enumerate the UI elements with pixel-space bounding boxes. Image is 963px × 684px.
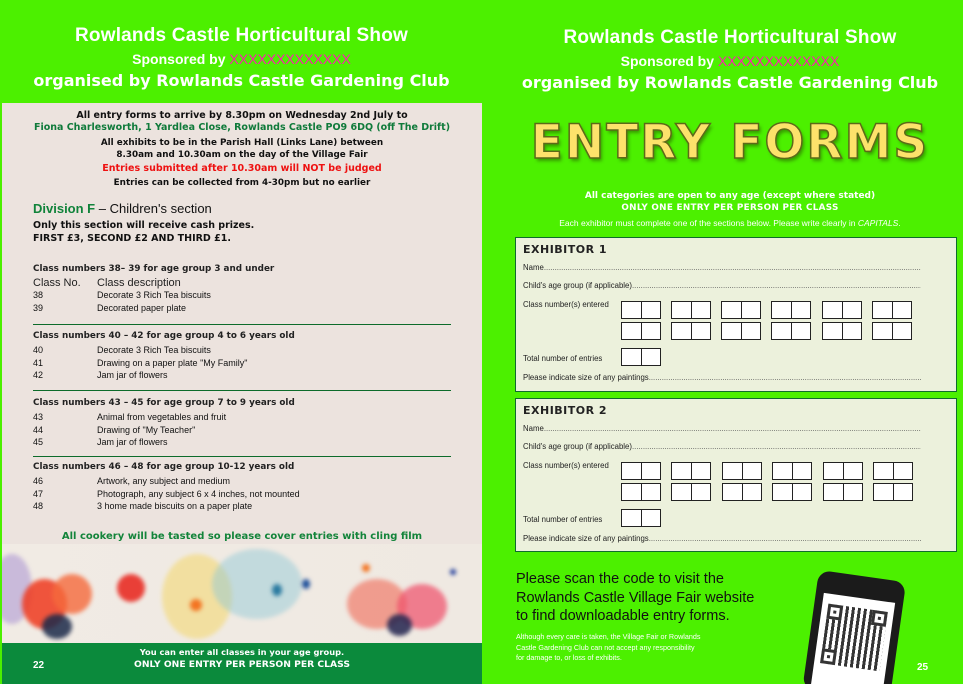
total-entries-label: Total number of entries: [523, 515, 603, 524]
class-row: [33, 475, 451, 488]
paintings-size-field[interactable]: [523, 534, 921, 543]
exhibits-line-2: 8.30am and 10.30am on the day of the Village Fair: [116, 150, 368, 160]
class-desc: Animal from vegetables and fruit: [97, 412, 227, 422]
show-title: Rowlands Castle Horticultural Show: [74, 25, 408, 46]
exhibitor-title: EXHIBITOR 2: [523, 404, 608, 417]
class-desc: Drawing of "My Teacher": [97, 424, 196, 435]
paintings-size-field[interactable]: [523, 373, 921, 382]
class-no: 44: [33, 424, 44, 435]
total-entries-box[interactable]: [621, 509, 661, 527]
class-number-box[interactable]: [671, 301, 711, 319]
class-group-4: [33, 462, 451, 513]
age-group-field[interactable]: [523, 442, 921, 451]
age-group-label: Child's age group (if applicable): [523, 442, 632, 451]
name-field[interactable]: [523, 263, 921, 272]
rules-line-3: [497, 218, 963, 228]
class-desc: Jam jar of flowers: [97, 437, 168, 447]
footer-line-1: You can enter all classes in your age group.: [139, 647, 345, 657]
class-desc: Photograph, any subject 6 x 4 inches, not mounted: [97, 488, 300, 499]
class-no: 47: [33, 488, 44, 499]
qr-code[interactable]: [820, 604, 888, 672]
class-desc: Jam jar of flowers: [97, 370, 168, 380]
rules-line-1: All categories are open to any age (except where stated): [584, 191, 876, 201]
class-no: 42: [33, 370, 44, 380]
prize-info: [33, 219, 254, 245]
disclaimer: [516, 632, 700, 664]
divider-line: [33, 390, 451, 391]
class-number-box[interactable]: [823, 483, 863, 501]
qr-finder-pattern: [820, 648, 837, 665]
organiser-line: organised by Rowlands Castle Gardening Club: [33, 71, 450, 90]
class-row: [33, 289, 451, 302]
class-number-box[interactable]: [722, 462, 762, 480]
scan-line-2: Rowlands Castle Village Fair website: [516, 589, 755, 606]
left-header: [0, 25, 483, 90]
class-group-1: [33, 264, 451, 314]
late-warning: Entries submitted after 10.30am will NOT be judged: [102, 163, 382, 174]
class-row: [33, 369, 451, 382]
rules-line-3-end: .: [898, 218, 901, 228]
class-numbers-label: Class number(s) entered: [523, 461, 609, 470]
class-row: [33, 411, 451, 424]
class-no: 45: [33, 437, 44, 447]
class-number-box[interactable]: [772, 483, 812, 501]
class-number-box[interactable]: [872, 301, 912, 319]
column-headers: [33, 277, 451, 289]
class-no: 38: [33, 290, 44, 300]
class-no: 43: [33, 412, 44, 422]
age-group-label: Child's age group (if applicable): [523, 281, 632, 290]
right-header: [497, 27, 963, 92]
class-number-box[interactable]: [621, 462, 661, 480]
entry-forms-title: ENTRY FORMS: [530, 115, 930, 170]
class-number-box[interactable]: [771, 322, 811, 340]
qr-finder-pattern: [826, 604, 843, 621]
schedule-panel: [2, 103, 482, 544]
class-row: [33, 357, 451, 370]
class-desc-header: Class description: [97, 277, 181, 289]
sponsor-line: [0, 51, 483, 67]
sponsor-line: [497, 53, 963, 69]
class-desc: Decorate 3 Rich Tea biscuits: [97, 345, 211, 355]
prize-line-2: FIRST £3, SECOND £2 AND THIRD £1.: [33, 233, 231, 244]
phone-screen: [811, 593, 896, 684]
class-number-box[interactable]: [621, 483, 661, 501]
scan-instructions: [516, 570, 754, 626]
class-number-box[interactable]: [772, 462, 812, 480]
scan-line-1: Please scan the code to visit the: [516, 571, 724, 587]
rules-line-2: ONLY ONE ENTRY PER PERSON PER CLASS: [621, 203, 839, 213]
group-title: Class numbers 43 – 45 for age group 7 to 9 years old: [33, 398, 295, 408]
prize-line-1: Only this section will receive cash prizes.: [33, 220, 255, 231]
total-entries-box[interactable]: [621, 348, 661, 366]
class-row: [33, 436, 451, 449]
page-number: 22: [33, 660, 45, 671]
class-row: [33, 302, 451, 315]
class-desc: 3 home made biscuits on a paper plate: [97, 501, 253, 511]
group-title: Class numbers 40 – 42 for age group 4 to 6 years old: [33, 331, 295, 341]
footer-line-2: ONLY ONE ENTRY PER PERSON PER CLASS: [134, 659, 350, 670]
sponsor-name: XXXXXXXXXXXXX: [717, 53, 840, 69]
class-row: [33, 424, 451, 437]
class-no-header: Class No.: [33, 277, 81, 289]
address-notice: Fiona Charlesworth, 1 Yardlea Close, Rowlands Castle PO9 6DQ (off The Drift): [33, 122, 451, 133]
class-number-box[interactable]: [873, 462, 913, 480]
organiser-line: organised by Rowlands Castle Gardening Club: [521, 73, 939, 92]
group-title: Class numbers 38– 39 for age group 3 and under: [33, 264, 275, 274]
class-desc: Decorated paper plate: [97, 302, 187, 313]
deadline-notice: All entry forms to arrive by 8.30pm on Wednesday 2nd July to: [76, 110, 408, 121]
exhibits-notice: [2, 137, 482, 161]
class-row: [33, 344, 451, 357]
class-number-box[interactable]: [822, 301, 862, 319]
rules-line-3-emphasis: CAPITALS: [857, 218, 899, 228]
divider-line: [33, 456, 451, 457]
name-field[interactable]: [523, 424, 921, 433]
class-number-box[interactable]: [771, 301, 811, 319]
class-desc: Artwork, any subject and medium: [97, 476, 231, 486]
class-no: 39: [33, 302, 44, 313]
division-subtitle: – Children's section: [95, 201, 212, 216]
class-no: 40: [33, 345, 44, 355]
class-number-box[interactable]: [671, 483, 711, 501]
class-numbers-label: Class number(s) entered: [523, 300, 609, 309]
exhibits-line-1: All exhibits to be in the Parish Hall (Links Lane) between: [100, 138, 384, 148]
class-number-box[interactable]: [722, 483, 762, 501]
disclaimer-line-3: for damage to, or loss of exhibits.: [516, 653, 622, 662]
class-no: 48: [33, 501, 44, 511]
rules-line-3-text: Each exhibitor must complete one of the sections below. Please write clearly in: [559, 218, 858, 228]
exhibitor-2-form: [515, 398, 957, 552]
class-desc: Drawing on a paper plate "My Family": [97, 357, 248, 368]
disclaimer-line-1: Although every care is taken, the Village Fair or Rowlands: [516, 632, 701, 641]
class-no: 46: [33, 476, 44, 486]
qr-finder-pattern: [871, 610, 888, 627]
sponsored-by-label: Sponsored by: [620, 53, 718, 69]
watercolor-flowers-illustration: [2, 544, 482, 644]
class-group-3: [33, 398, 451, 449]
class-number-box[interactable]: [671, 322, 711, 340]
class-group-2: [33, 331, 451, 382]
class-number-box[interactable]: [822, 322, 862, 340]
division-name: Division F: [33, 201, 96, 216]
sponsored-by-label: Sponsored by: [132, 51, 230, 67]
class-row: [33, 488, 451, 501]
name-label: Name: [523, 424, 544, 433]
name-label: Name: [523, 263, 544, 272]
age-group-field[interactable]: [523, 281, 921, 290]
class-no: 41: [33, 357, 44, 368]
sponsor-name: XXXXXXXXXXXXX: [229, 51, 351, 67]
collection-notice: Entries can be collected from 4-30pm but no earlier: [113, 178, 371, 188]
class-number-box[interactable]: [621, 322, 661, 340]
cookery-note: All cookery will be tasted so please cover entries with cling film: [61, 531, 423, 542]
right-page: [497, 0, 963, 684]
class-number-box[interactable]: [721, 322, 761, 340]
paintings-size-label: Please indicate size of any paintings: [523, 373, 649, 382]
scan-line-3: to find downloadable entry forms.: [516, 608, 730, 624]
class-row: [33, 500, 451, 513]
class-number-box[interactable]: [721, 301, 761, 319]
division-title: [33, 201, 212, 216]
class-number-box[interactable]: [621, 301, 661, 319]
class-number-box[interactable]: [873, 483, 913, 501]
exhibitor-1-form: [515, 237, 957, 392]
show-title: Rowlands Castle Horticultural Show: [563, 27, 897, 48]
class-number-box[interactable]: [823, 462, 863, 480]
page-number: 25: [917, 662, 929, 673]
disclaimer-line-2: Castle Gardening Club can not accept any responsibility: [516, 642, 695, 652]
group-title: Class numbers 46 – 48 for age group 10-12 years old: [33, 462, 295, 472]
divider-line: [33, 324, 451, 325]
paintings-size-label: Please indicate size of any paintings: [523, 534, 649, 543]
exhibitor-title: EXHIBITOR 1: [523, 243, 608, 256]
page-gutter: [483, 0, 497, 684]
left-footer: [2, 643, 482, 684]
class-desc: Decorate 3 Rich Tea biscuits: [97, 290, 211, 300]
class-number-box[interactable]: [671, 462, 711, 480]
phone-qr-code-icon[interactable]: [802, 570, 906, 684]
total-entries-label: Total number of entries: [523, 354, 603, 363]
class-number-box[interactable]: [872, 322, 912, 340]
